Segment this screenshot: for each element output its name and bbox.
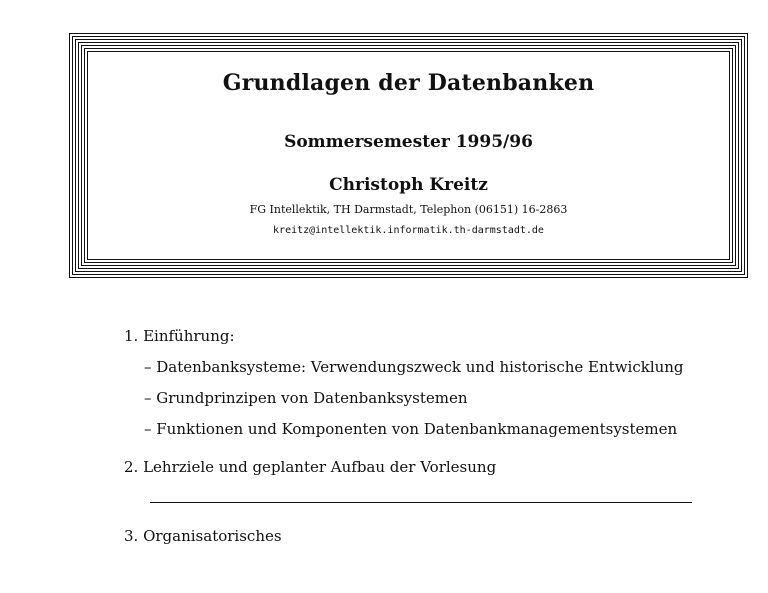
title-frame bbox=[69, 33, 748, 278]
outline-subitem: – Funktionen und Komponenten von Datenbankmanagementsystemen bbox=[144, 420, 678, 438]
author-email: kreitz@intellektik.informatik.th-darmstadt.de bbox=[273, 225, 544, 236]
course-title: Grundlagen der Datenbanken bbox=[222, 70, 595, 96]
outline-subitem: – Grundprinzipen von Datenbanksystemen bbox=[144, 389, 468, 407]
outline-item-organisation: 3. Organisatorisches bbox=[124, 527, 282, 545]
outline-item-goals: 2. Lehrziele und geplanter Aufbau der Vorlesung bbox=[124, 458, 497, 476]
outline-item-introduction: 1. Einführung: bbox=[124, 327, 235, 345]
outline-subitem: – Datenbanksysteme: Verwendungszweck und historische Entwicklung bbox=[144, 358, 684, 376]
author-name: Christoph Kreitz bbox=[329, 175, 488, 195]
section-divider bbox=[150, 502, 692, 503]
author-affiliation: FG Intellektik, TH Darmstadt, Telephon (06151) 16-2863 bbox=[249, 203, 568, 216]
semester-label: Sommersemester 1995/96 bbox=[284, 132, 533, 152]
header-content bbox=[90, 54, 727, 257]
